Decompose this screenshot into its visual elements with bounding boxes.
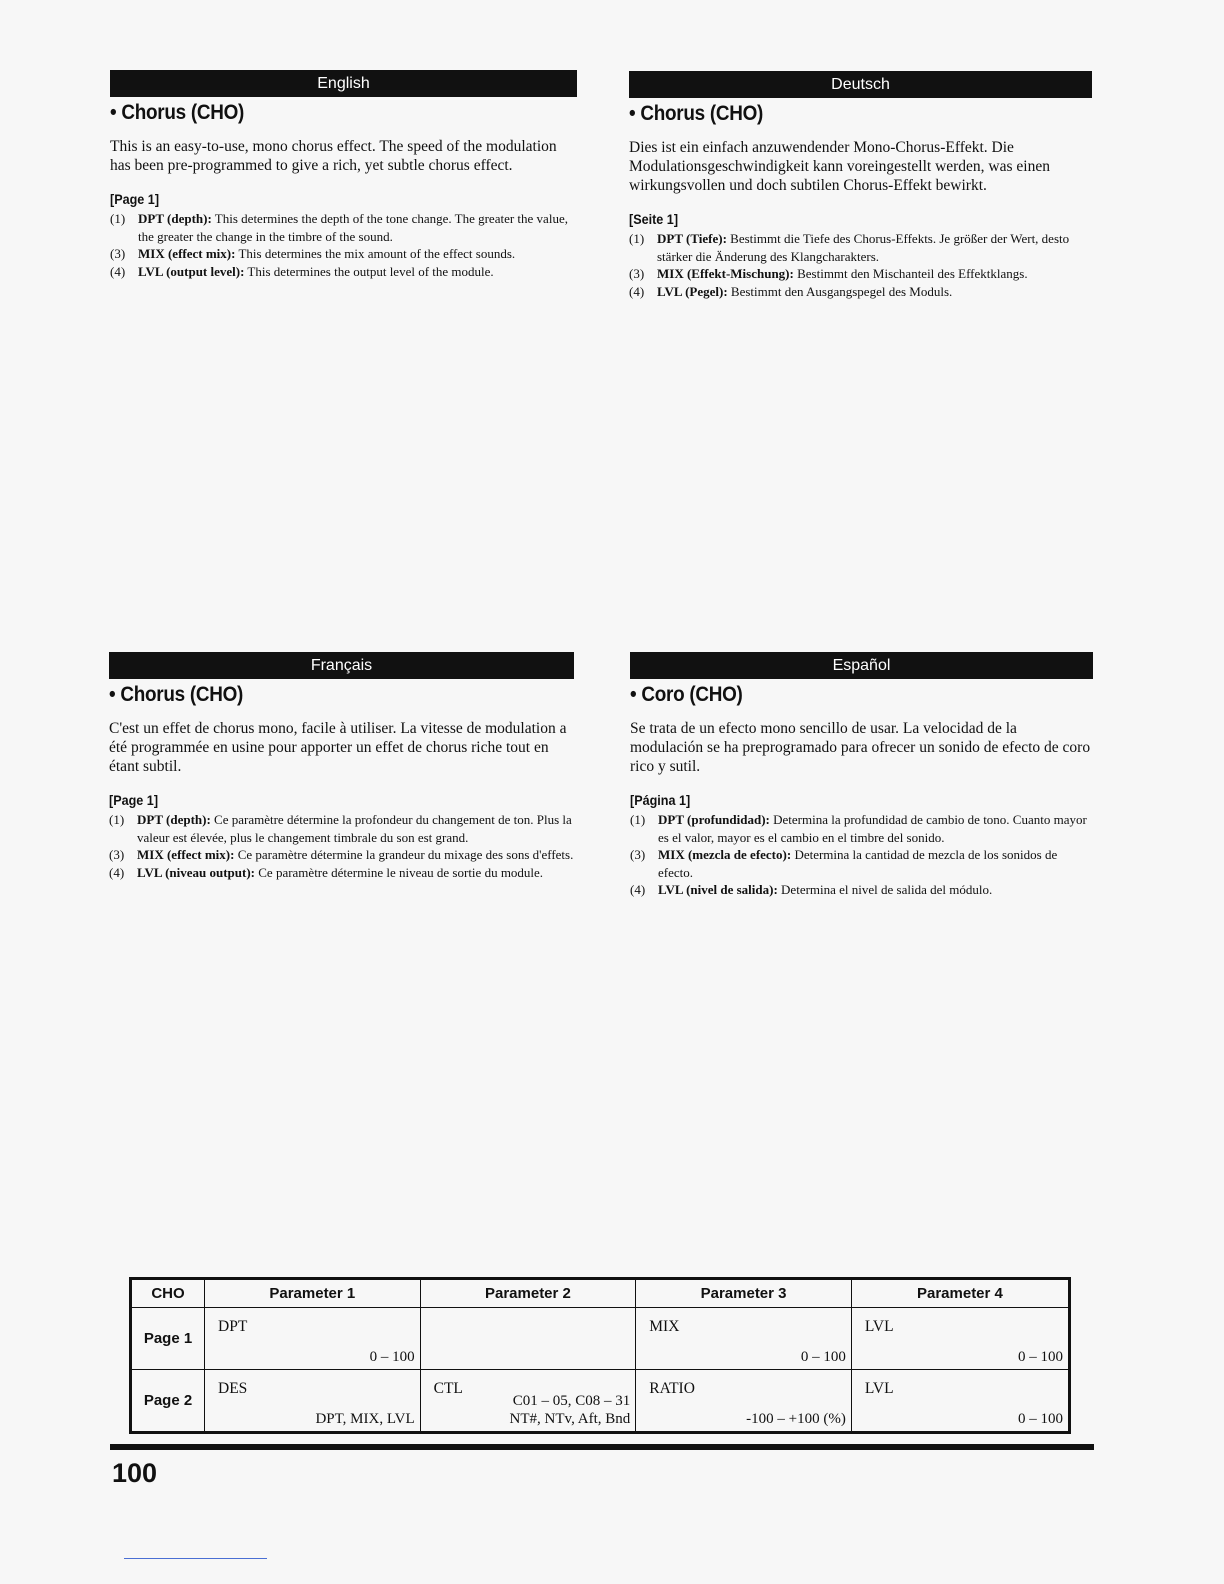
section-heading: • Chorus (CHO) — [109, 683, 244, 706]
parameter-item: (4) LVL (output level): This determines the output level of the module. — [110, 263, 494, 279]
section-heading: • Chorus (CHO) — [110, 101, 245, 124]
page-label: [Page 1] — [110, 191, 160, 207]
section-espanol — [630, 652, 1093, 899]
page-number: 100 — [112, 1458, 158, 1488]
language-bar-espanol: Español — [630, 652, 1093, 679]
table-row-label: Page 1 — [131, 1308, 205, 1370]
language-bar-francais: Français — [109, 652, 574, 679]
page-label: [Seite 1] — [629, 211, 679, 227]
table-cell — [420, 1308, 636, 1370]
table-header-cell: Parameter 4 — [851, 1279, 1069, 1308]
section-heading: • Chorus (CHO) — [629, 102, 764, 125]
table-header-row — [131, 1279, 1070, 1308]
parameter-item: (1) DPT (profundidad): Determina la profundidad de cambio de tono. Cuanto mayor es el valor, mayor es el cambio en el timbre del sonido. — [630, 812, 1087, 845]
bottom-rule — [110, 1444, 1094, 1450]
parameter-item: (1) DPT (depth): This determines the depth of the tone change. The greater the value, the greater the change in the timbre of the sound. — [110, 211, 568, 244]
section-francais — [109, 652, 574, 881]
table-cell: RATIO -100 – +100 (%) — [636, 1370, 852, 1433]
parameter-list — [109, 811, 574, 881]
parameter-item: (4) LVL (Pegel): Bestimmt den Ausgangspegel des Moduls. — [629, 283, 953, 299]
section-intro: Dies ist ein einfach anzuwendender Mono-Chorus-Effekt. Die Modulationsgeschwindigkeit kann voreingestellt werden, was einen wirkungsvollen und doch subtilen Chorus-Effekt bewirkt. — [629, 139, 1050, 194]
parameter-list — [630, 811, 1093, 899]
table-cell: CTL C01 – 05, C08 – 31 NT#, NTv, Aft, Bnd — [420, 1370, 636, 1433]
table-cell: DPT 0 – 100 — [205, 1308, 421, 1370]
table-header-cell: Parameter 3 — [636, 1279, 852, 1308]
parameter-item: (1) DPT (Tiefe): Bestimmt die Tiefe des Chorus-Effekts. Je größer der Wert, desto stärker die Änderung des Klangcharakters. — [629, 231, 1070, 264]
table-row — [131, 1308, 1070, 1370]
parameter-table — [129, 1277, 1071, 1434]
parameter-list — [110, 210, 577, 280]
section-intro: This is an easy-to-use, mono chorus effect. The speed of the modulation has been pre-programmed to give a rich, yet subtle chorus effect. — [110, 138, 557, 174]
table-cell: MIX 0 – 100 — [636, 1308, 852, 1370]
language-bar-english: English — [110, 70, 577, 97]
section-intro: C'est un effet de chorus mono, facile à utiliser. La vitesse de modulation a été programmée en usine pour apporter un effet de chorus riche tout en étant subtil. — [109, 720, 567, 775]
parameter-list — [629, 230, 1092, 300]
table-header-cell: Parameter 2 — [420, 1279, 636, 1308]
table-cell: LVL 0 – 100 — [851, 1370, 1069, 1433]
footer-link-underline — [124, 1558, 267, 1559]
table-row-label: Page 2 — [131, 1370, 205, 1433]
table-corner-cell: CHO — [131, 1279, 205, 1308]
section-deutsch — [629, 71, 1092, 300]
page-label: [Page 1] — [109, 792, 159, 808]
section-heading: • Coro (CHO) — [630, 683, 743, 706]
parameter-item: (3) MIX (effect mix): Ce paramètre détermine la grandeur du mixage des sons d'effets. — [109, 847, 574, 862]
page-label: [Página 1] — [630, 792, 691, 808]
table-cell: DES DPT, MIX, LVL — [205, 1370, 421, 1433]
section-english — [110, 70, 577, 280]
parameter-item: (4) LVL (nivel de salida): Determina el nivel de salida del módulo. — [630, 882, 993, 897]
language-bar-deutsch: Deutsch — [629, 71, 1092, 98]
section-intro: Se trata de un efecto mono sencillo de usar. La velocidad de la modulación se ha preprogramado para ofrecer un sonido de efecto de coro rico y sutil. — [630, 720, 1091, 775]
parameter-item: (4) LVL (niveau output): Ce paramètre détermine le niveau de sortie du module. — [109, 864, 544, 880]
table-header-cell: Parameter 1 — [205, 1279, 421, 1308]
parameter-item: (3) MIX (mezcla de efecto): Determina la cantidad de mezcla de los sonidos de efecto. — [630, 847, 1058, 880]
parameter-item: (1) DPT (depth): Ce paramètre détermine la profondeur du changement de ton. Plus la valeur est élevée, plus le changement timbrale du son est grand. — [109, 812, 572, 845]
parameter-item: (3) MIX (effect mix): This determines the mix amount of the effect sounds. — [110, 246, 516, 261]
table-cell: LVL 0 – 100 — [851, 1308, 1069, 1370]
table-row — [131, 1370, 1070, 1433]
parameter-item: (3) MIX (Effekt-Mischung): Bestimmt den Mischanteil des Effektklangs. — [629, 266, 1028, 281]
